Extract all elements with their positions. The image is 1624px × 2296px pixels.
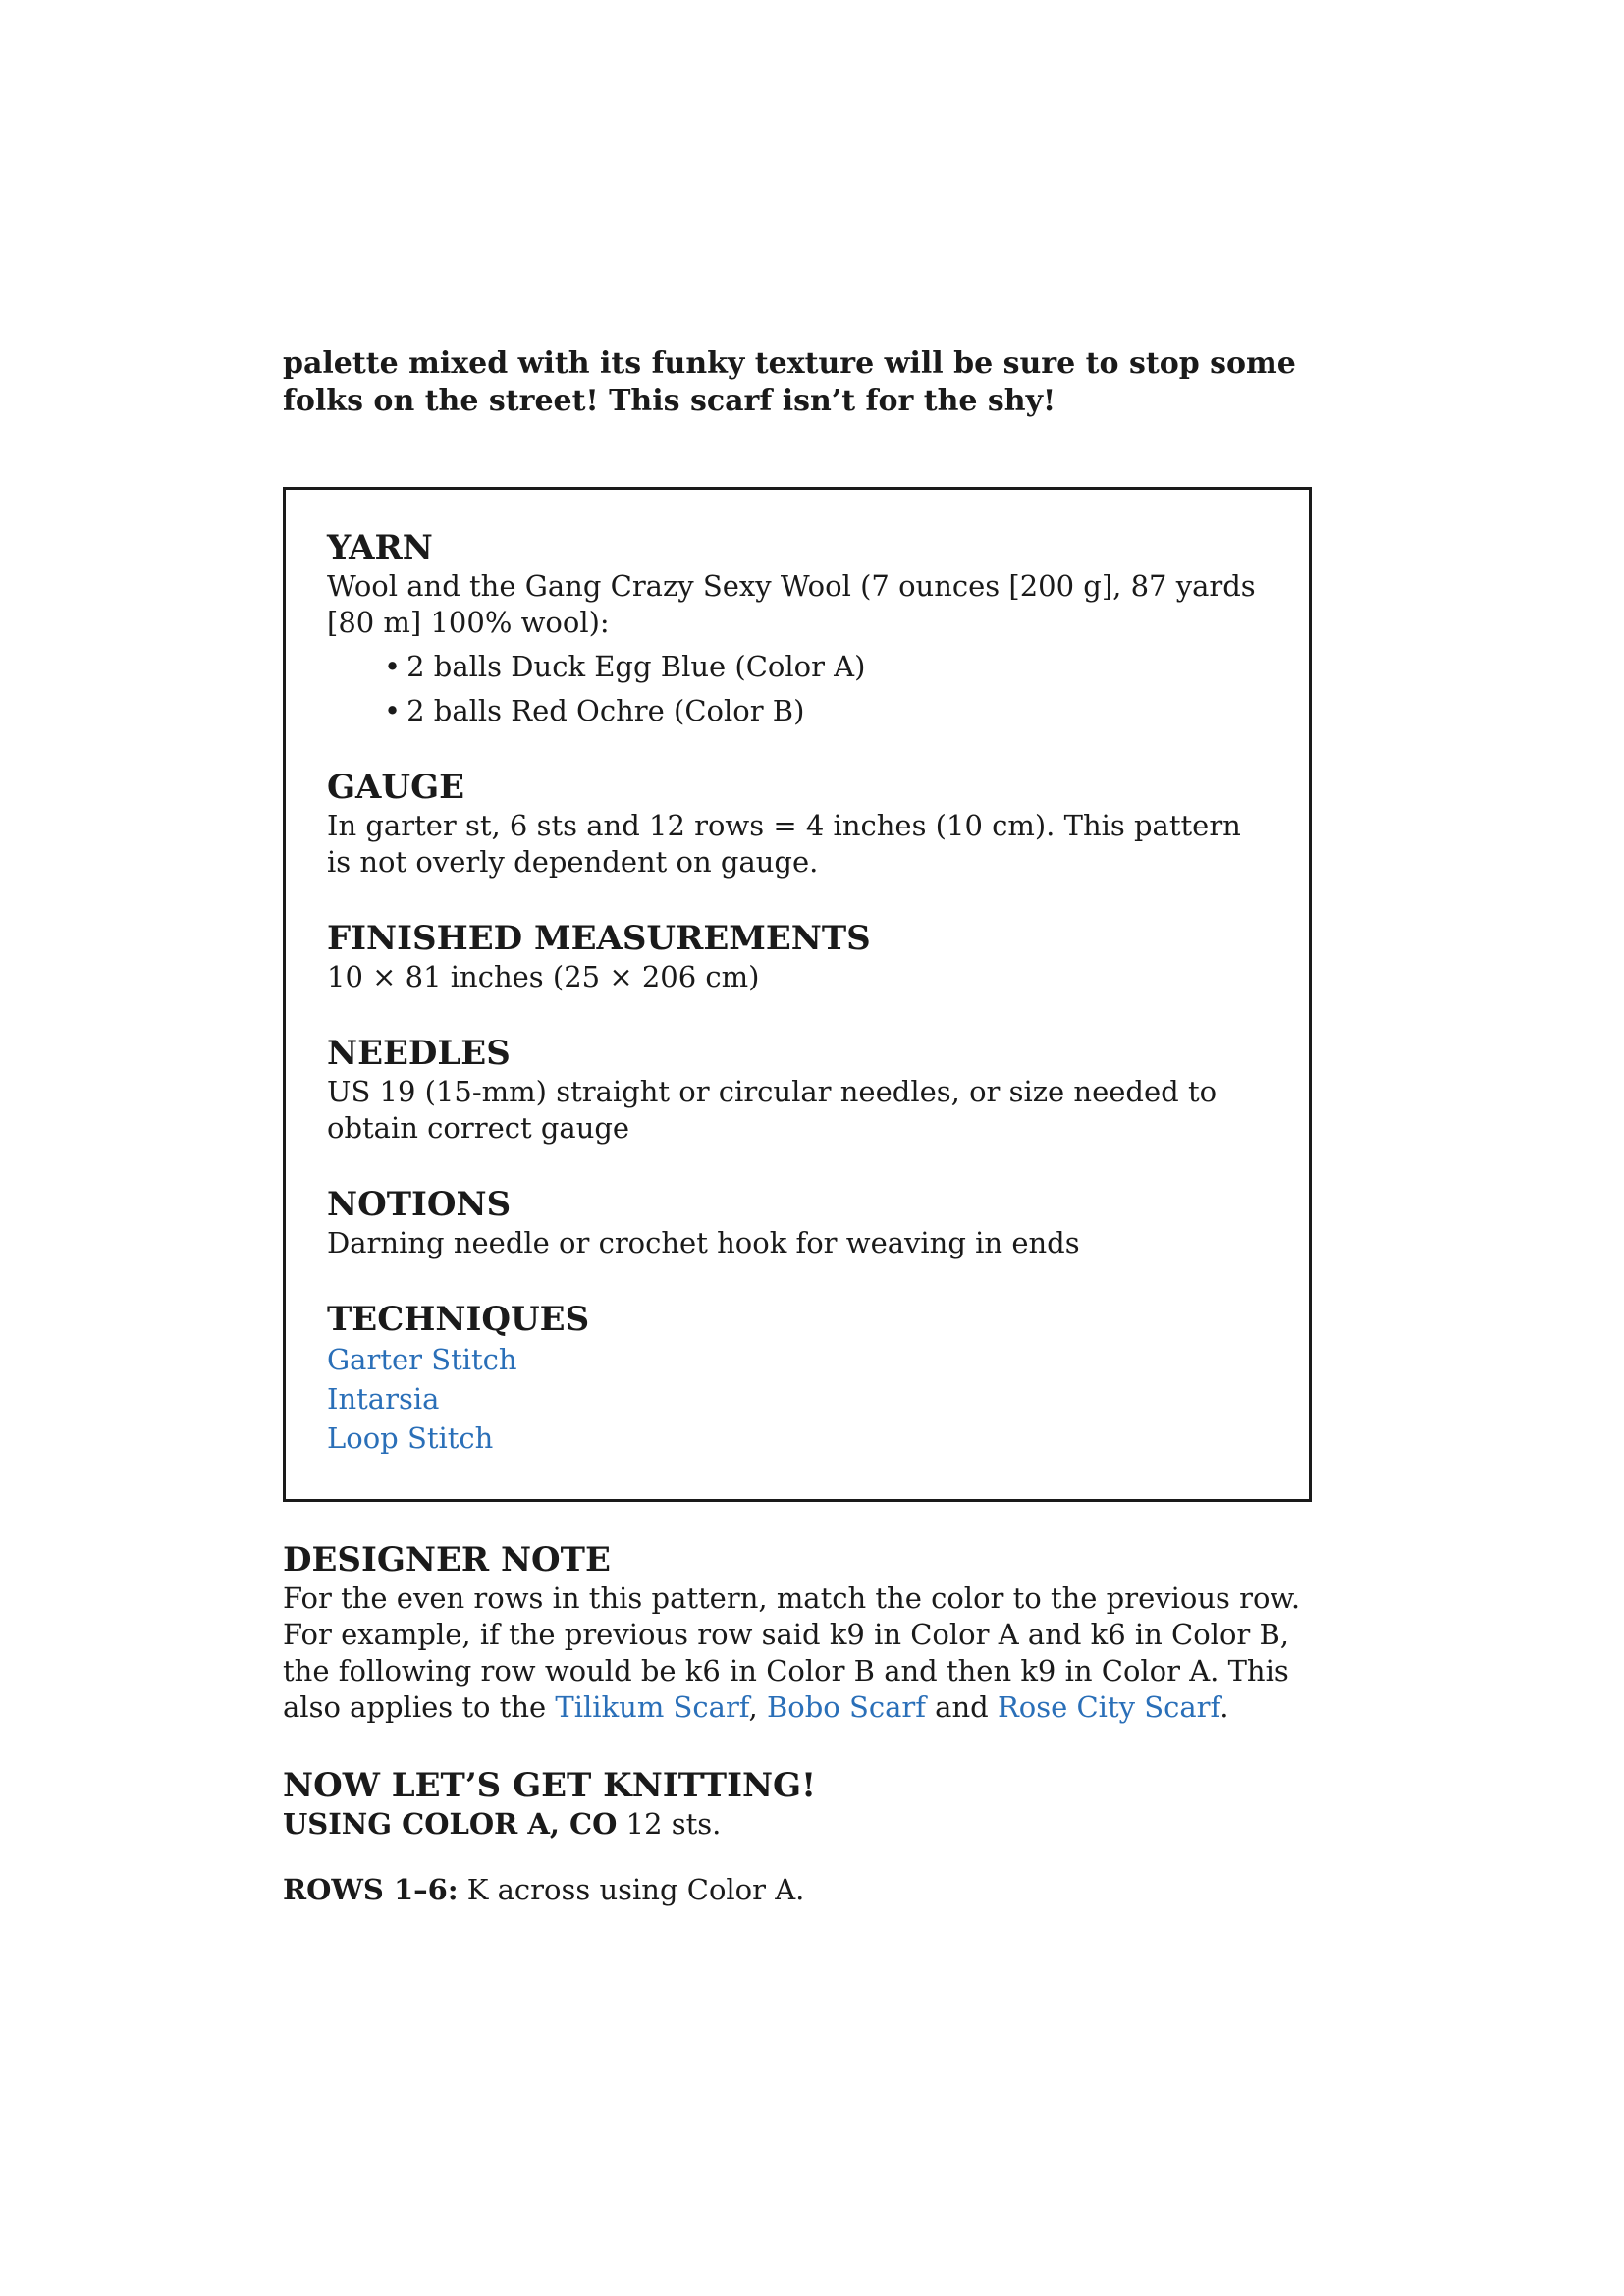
notions-heading: NOTIONS: [327, 1185, 512, 1224]
knitting-heading: NOW LET’S GET KNITTING!: [283, 1766, 817, 1805]
instructions: [283, 1539, 1314, 1908]
needles-section: [327, 1033, 1268, 1147]
measurements-section: [327, 918, 1268, 995]
link-tilikum-scarf[interactable]: Tilikum Scarf: [555, 1690, 749, 1724]
measurements-text: 10 × 81 inches (25 × 206 cm): [327, 960, 760, 993]
techniques-section: [327, 1299, 1268, 1458]
measurements-heading: FINISHED MEASUREMENTS: [327, 919, 871, 958]
gauge-text: In garter st, 6 sts and 12 rows = 4 inches (10 cm). This pattern is not overly dependent on gauge.: [327, 809, 1241, 879]
rows-text: K across using Color A.: [458, 1873, 805, 1906]
link-intarsia[interactable]: Intarsia: [327, 1382, 440, 1415]
link-loop-stitch[interactable]: Loop Stitch: [327, 1421, 494, 1455]
separator-text: and: [925, 1690, 998, 1724]
list-item: [384, 649, 1268, 685]
link-rose-city-scarf[interactable]: Rose City Scarf: [997, 1690, 1220, 1724]
yarn-item-label: 2 balls Duck Egg Blue (Color A): [406, 650, 866, 683]
gauge-section: [327, 767, 1268, 881]
designer-note-heading: DESIGNER NOTE: [283, 1540, 611, 1579]
cast-on-label: USING COLOR A, CO: [283, 1807, 618, 1841]
techniques-list: [327, 1340, 1268, 1458]
needles-heading: NEEDLES: [327, 1034, 511, 1073]
link-bobo-scarf[interactable]: Bobo Scarf: [766, 1690, 926, 1724]
needles-text: US 19 (15-mm) straight or circular needles, or size needed to obtain correct gauge: [327, 1075, 1218, 1145]
cast-on-instruction: [283, 1806, 1314, 1842]
list-item: [384, 693, 1268, 729]
yarn-list: [327, 649, 1268, 729]
rows-instruction: [283, 1872, 1314, 1908]
separator-text: ,: [748, 1690, 767, 1724]
bullet-icon: •: [384, 650, 402, 683]
link-garter-stitch[interactable]: Garter Stitch: [327, 1343, 517, 1376]
gauge-heading: GAUGE: [327, 768, 465, 807]
bullet-icon: •: [384, 694, 402, 727]
list-item: [327, 1418, 1268, 1458]
designer-note-body: For the even rows in this pattern, match the color to the previous row. For example, if the previous row said k9 in Color A and k6 in Color B, the following row would be k6 in Color B and then k9 in Color A. This also applies to the: [283, 1581, 1301, 1724]
knitting-section: [283, 1765, 1314, 1908]
materials-box: [283, 487, 1312, 1502]
notions-section: [327, 1184, 1268, 1261]
yarn-item-label: 2 balls Red Ochre (Color B): [406, 694, 805, 727]
rows-label: ROWS 1–6:: [283, 1873, 459, 1906]
yarn-section: [327, 527, 1268, 729]
page-content: [283, 346, 1314, 1908]
notions-text: Darning needle or crochet hook for weaving in ends: [327, 1226, 1080, 1259]
intro-paragraph: palette mixed with its funky texture will be sure to stop some folks on the street! This scarf isn’t for the shy!: [283, 347, 1296, 418]
yarn-heading: YARN: [327, 528, 433, 567]
list-item: [327, 1379, 1268, 1418]
designer-note-text: [283, 1580, 1314, 1726]
yarn-text: Wool and the Gang Crazy Sexy Wool (7 ounces [200 g], 87 yards [80 m] 100% wool):: [327, 569, 1256, 639]
cast-on-text: 12 sts.: [617, 1807, 722, 1841]
techniques-heading: TECHNIQUES: [327, 1300, 590, 1339]
list-item: [327, 1340, 1268, 1379]
designer-note-section: [283, 1539, 1314, 1726]
sentence-end: .: [1219, 1690, 1229, 1724]
